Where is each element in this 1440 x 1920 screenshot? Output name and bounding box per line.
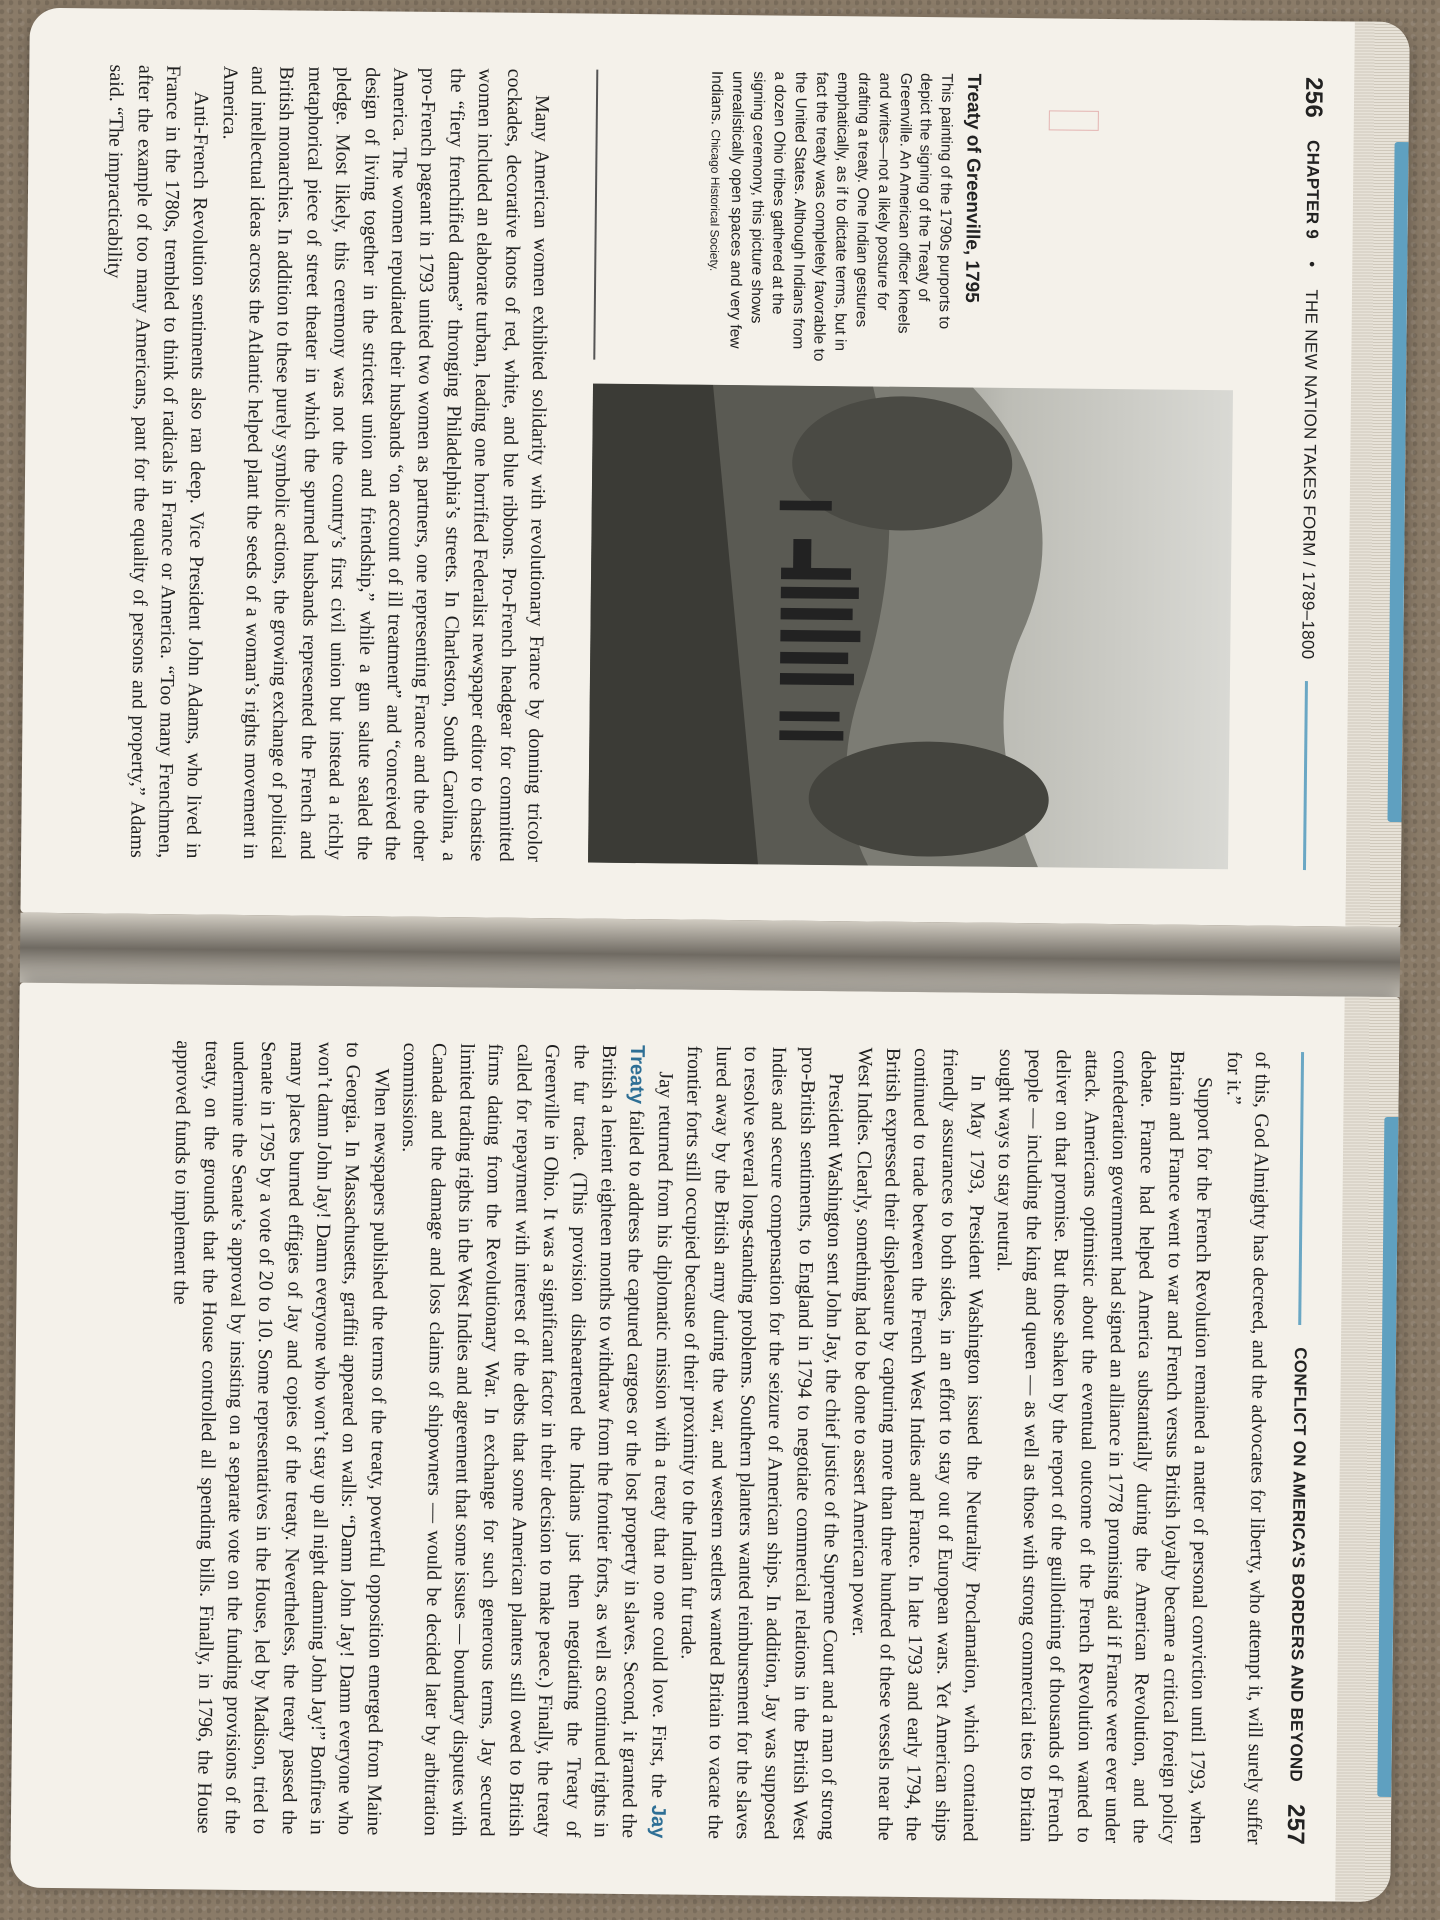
paragraph: In May 1793, President Washington issued the Neutrality Proclamation, which contained friendly assurances to both sides, in an effort to stay out of European wars. Yet American ships continued to trade between the French West Indies and France. In late 1793 and early 1794, the British expressed their displeasure by capturing more than three hundred of these vessels near the West Indies. Clearly, something had to be done to assert American power. <box>847 1047 989 1842</box>
painting-image <box>588 384 1233 870</box>
paragraph: Support for the French Revolution remained a matter of personal conviction until 1793, when Britain and France went to war and French versus British loyalty became a critical foreign policy debate. France had helped America substantially during the American Revolution, and the confederation government had signed an alliance in 1778 promising aid if France were ever under attack. Americans optimistic about the eventual outcome of the French Revolution wanted to deliver on that promise. But those shaken by the report of the guillotining of thousands of French people — including the king and queen — as well as those with strong commercial ties to Britain sought ways to stay neutral. <box>993 1048 1217 1845</box>
running-head-left <box>1286 77 1332 870</box>
chapter-title: THE NEW NATION TAKES FORM / 1789–1800 <box>1298 289 1322 660</box>
running-head-right <box>1276 1052 1322 1845</box>
body-text-right <box>161 1040 1276 1845</box>
paragraph: of this, God Almighty has decreed, and the advocates for liberty, who attempt it, will surely suffer for it.” <box>1222 1051 1274 1845</box>
page-257 <box>10 983 1399 1902</box>
page-number: 257 <box>1281 1803 1310 1846</box>
body-text-left <box>94 64 557 862</box>
chapter-label: CHAPTER 9 <box>1302 139 1323 240</box>
page-256-content <box>20 8 1354 927</box>
page-number: 256 <box>1299 76 1328 119</box>
figure-caption <box>593 70 1236 367</box>
open-textbook <box>10 8 1440 1913</box>
paragraph: President Washington sent John Jay, the chief justice of the Supreme Court and a man of strong pro-British sentiments, to England in 1794 to negotiate commercial relations in the British West Indies and secure compensation for the seizure of American ships. In addition, Jay was supposed to resolve several long-standing problems. Southern planters wanted reimbursement for the slaves lured away by the British army during the war, and western settlers wanted Britain to vacate the frontier forts still occupied because of their proximity to the Indian fur trade. <box>676 1045 847 1841</box>
page-256 <box>20 8 1409 927</box>
section-title: CONFLICT ON AMERICA’S BORDERS AND BEYOND <box>1286 1347 1310 1783</box>
figure-treaty-of-greenville <box>588 70 1236 870</box>
paragraph-text: failed to address the captured cargoes or the lost property in slaves. Second, it granted the British a lenient eighteen months to withdraw from the frontier forts, as well as continued rights in the fur trade. (This provision disheartened the Indians just then negotiating the Treaty of Greenville in Ohio. It was a significant factor in their decision to make peace.) Finally, the treaty called for repayment with interest of the debts that some American planters still owed to British firms dating from the Revolutionary War. In exchange for such generous terms, Jay secured limited trading rights in the West Indies and agreement that some issues — boundary disputes with Canada and the damage and loss claims of shipowners — would be decided later by arbitration commissions. <box>398 1042 648 1839</box>
caption-credit: Chicago Historical Society. <box>707 129 723 272</box>
caption-title: Treaty of Greenville, 1795 <box>960 73 985 303</box>
paragraph-jay-treaty <box>388 1043 680 1839</box>
key-term-jay-treaty[interactable]: Jay Treaty <box>625 1044 669 1839</box>
paragraph: Many American women exhibited solidarity with revolutionary France by donning tricolor cockades, decorative knots of red, white, and blue ribbons. Pro-French headgear for committed women included an elaborate turban, leading one horrified Federalist newspaper editor to chastise the “fiery frenchified dames” thronging Philadelphia’s streets. In Charleston, South Carolina, a pro-French pageant in 1793 united two women as partners, one representing France and the other America. The women repudiated their husbands “on account of ill treatment” and “conceived the design of living together in the strictest union and friendship,” while a gun salute sealed the pledge. Most likely, this ceremony was not the country’s first civil union but instead a richly metaphorical piece of street theater in which the spurned husbands represented the French and British monarchies. In addition to these purely symbolic actions, the growing exchange of political and intellectual ideas across the Atlantic helped plant the seeds of a woman’s rights movement in America. <box>218 65 554 863</box>
paragraph: Anti-French Revolution sentiments also ran deep. Vice President John Adams, who lived in France in the 1780s, trembled to think of radicals in France or America. “Too many Frenchmen, after the example of too many Americans, pant for the equality of persons and property,” Adams said. “The impracticability <box>103 64 213 859</box>
paragraph-text: Jay returned from his diplomatic mission with a treaty that no one could love. First, the <box>647 1071 677 1799</box>
page-257-content <box>10 983 1344 1902</box>
chapter-bullet: • <box>1302 261 1322 268</box>
caption-text: This painting of the 1790s purports to depict the signing of the Treaty of Greenville. An American officer kneels and writes—not a likely posture for drafting a treaty. One Indian gestures emphatically, as if to dictate terms, but in fact the treaty was completely favorable to the United States. Although Indians from a dozen Ohio tribes gathered at the signing ceremony, this picture shows unrealistically open spaces and very few Indians. <box>707 70 956 362</box>
head-rule <box>1299 1052 1305 1325</box>
paragraph: When newspapers published the terms of the treaty, powerful opposition emerged from Maine to Georgia. In Massachusetts, graffiti appeared on walls: “Damn John Jay! Damn everyone who won’t damn John Jay! Damn everyone who won’t stay up all night damning John Jay!” Bonfires in many places burned effigies of Jay and copies of the treaty. Nevertheless, the treaty passed the Senate in 1795 by a vote of 20 to 10. Some representatives in the House, led by Madison, tried to undermine the Senate’s approval by insisting on a separate vote on the funding provisions of the treaty, on the grounds that the House controlled all spending bills. Finally, in 1796, the House approved funds to implement the <box>169 1040 393 1836</box>
painting-illustration <box>588 384 1233 870</box>
head-rule <box>1303 681 1308 870</box>
